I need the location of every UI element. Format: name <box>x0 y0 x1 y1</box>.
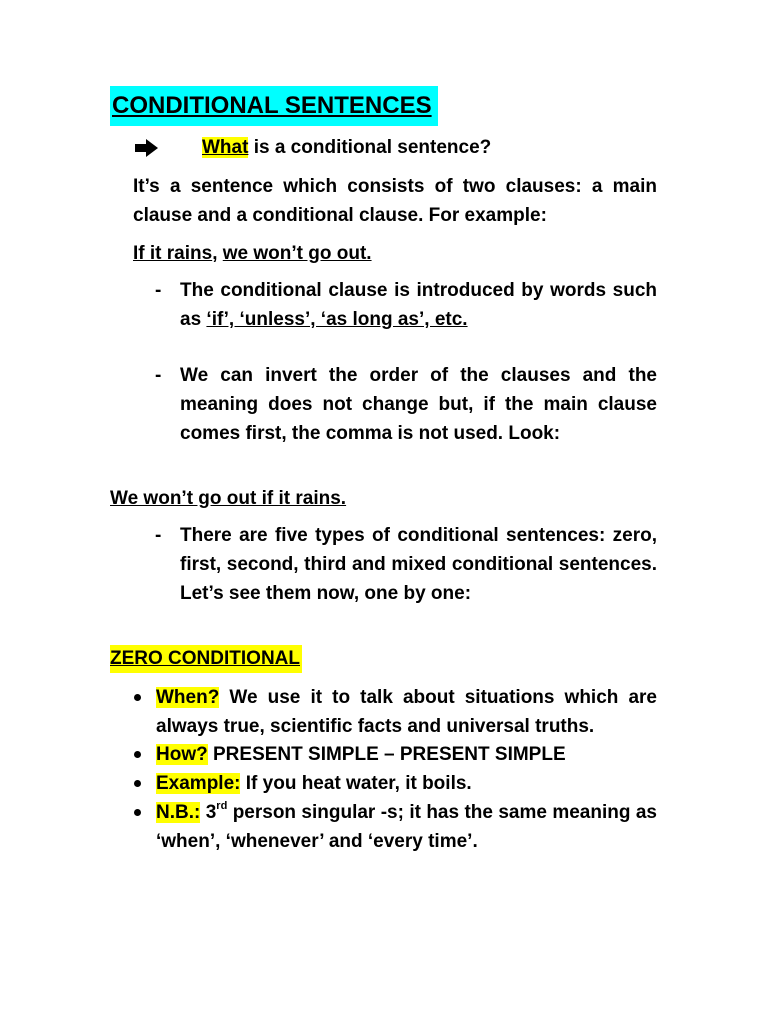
right-arrow-icon <box>133 137 161 159</box>
bullet-example-text: If you heat water, it boils. <box>240 773 472 794</box>
page-title-text: CONDITIONAL SENTENCES <box>112 92 432 119</box>
bullet-dot <box>134 809 141 816</box>
bullet-when <box>156 683 657 741</box>
question-highlight-word: What <box>202 137 249 158</box>
bullet-example <box>156 770 472 798</box>
bullet-example-label: Example: <box>156 773 241 794</box>
example-1-main: we won’t go out. <box>222 243 372 264</box>
bullet-nb <box>156 798 657 856</box>
point-3-text: There are five types of conditional sentences: zero, first, second, third and mixed conditional sentences. Let’s see them now, one by one: <box>180 525 657 604</box>
bullet-how-text: PRESENT SIMPLE – PRESENT SIMPLE <box>207 744 566 765</box>
point-1-words: ‘if’, ‘unless’, ‘as long as’, etc. <box>206 309 468 330</box>
point-2-dash: - <box>155 365 162 386</box>
point-3-dash: - <box>155 525 162 546</box>
point-1-dash: - <box>155 280 162 301</box>
bullet-how <box>156 741 566 769</box>
bullet-dot <box>134 751 141 758</box>
definition-paragraph: It’s a sentence which consists of two clauses: a main clause and a conditional clause. For example: <box>133 176 657 226</box>
page-title <box>110 86 438 126</box>
section-heading-zero-conditional: ZERO CONDITIONAL <box>110 645 302 673</box>
point-2-text: We can invert the order of the clauses and the meaning does not change but, if the main clause comes first, the comma is not used. Look: <box>180 365 657 444</box>
bullet-nb-number: 3 <box>200 802 217 823</box>
question-line <box>202 134 491 162</box>
bullet-nb-label: N.B.: <box>156 802 201 823</box>
bullet-dot <box>134 780 141 787</box>
point-1-text <box>180 276 657 334</box>
question-rest: is a conditional sentence? <box>248 137 492 158</box>
bullet-when-text: We use it to talk about situations which are always true, scientific facts and universal truths. <box>156 687 657 737</box>
point-1-intro: The conditional clause is introduced by words such as <box>180 280 657 330</box>
bullet-dot <box>134 694 141 701</box>
example-sentence-2: We won’t go out if it rains. <box>110 488 347 509</box>
example-1-condition: If it rains <box>133 243 213 264</box>
bullet-nb-text: person singular -s; it has the same meaning as ‘when’, ‘whenever’ and ‘every time’. <box>156 802 657 852</box>
example-sentence-1 <box>133 240 372 268</box>
bullet-when-label: When? <box>156 687 220 708</box>
bullet-nb-ordinal: rd <box>216 799 228 812</box>
bullet-how-label: How? <box>156 744 208 765</box>
example-1-comma: , <box>212 243 218 264</box>
